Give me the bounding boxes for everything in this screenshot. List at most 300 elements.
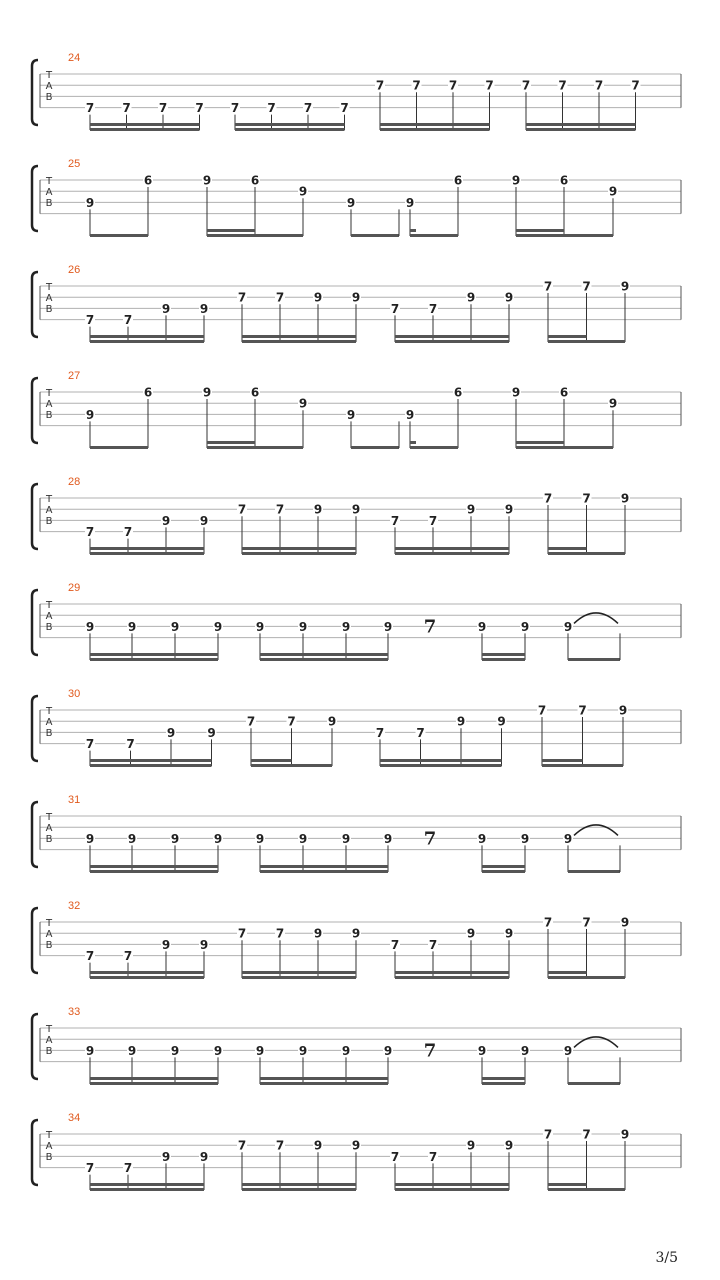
- beam-secondary: [90, 971, 204, 974]
- fret-number: 7: [537, 703, 547, 718]
- measure-number: 25: [68, 158, 81, 170]
- fret-number: 7: [275, 290, 285, 305]
- tab-clef-letter: B: [45, 728, 53, 739]
- fret-number: 7: [122, 101, 131, 116]
- fret-number: 9: [563, 619, 573, 634]
- tie: [574, 825, 618, 836]
- system-bracket: [32, 1014, 38, 1079]
- fret-number: 7: [390, 301, 400, 316]
- beam-secondary: [542, 759, 583, 762]
- beam-secondary: [90, 653, 218, 656]
- beam: [482, 870, 525, 873]
- system-bracket: [32, 484, 38, 549]
- beam-secondary: [260, 1077, 388, 1080]
- fret-number: 7: [85, 525, 95, 540]
- beam: [242, 552, 356, 555]
- fret-number: 9: [504, 502, 514, 517]
- beam-secondary: [242, 971, 356, 974]
- fret-number: 9: [202, 385, 212, 400]
- beam: [90, 658, 218, 661]
- beam: [251, 764, 332, 767]
- fret-number: 9: [213, 1043, 223, 1058]
- fret-number: 9: [170, 619, 180, 634]
- fret-number: 6: [453, 385, 463, 400]
- tab-system-26: [32, 264, 681, 343]
- fret-number: 9: [477, 1043, 487, 1058]
- beam: [482, 658, 525, 661]
- fret-number: 9: [161, 513, 171, 528]
- fret-number: 7: [428, 1149, 438, 1164]
- fret-number: 7: [85, 737, 95, 752]
- fret-number: 7: [521, 78, 531, 93]
- fret-number: 7: [237, 502, 247, 517]
- fret-number: 7: [543, 491, 553, 506]
- fret-number: 7: [237, 926, 247, 941]
- fret-number: 9: [405, 195, 415, 210]
- fret-number: 7: [390, 1149, 400, 1164]
- beam: [90, 340, 204, 343]
- fret-number: 6: [250, 173, 260, 188]
- fret-number: 7: [85, 949, 95, 964]
- beam-secondary: [548, 335, 587, 338]
- fret-number: 9: [341, 831, 351, 846]
- fret-number: 7: [631, 78, 640, 93]
- fret-number: 9: [207, 725, 216, 740]
- fret-number: 9: [351, 502, 361, 517]
- fret-number: 9: [202, 173, 212, 188]
- measure-number: 34: [68, 1112, 81, 1124]
- beam: [90, 764, 212, 767]
- fret-number: 7: [375, 78, 385, 93]
- fret-number: 9: [298, 396, 308, 411]
- fret-number: 9: [497, 714, 506, 729]
- page-number: 3/5: [655, 1250, 678, 1266]
- system-bracket: [32, 1120, 38, 1185]
- tab-system-31: [32, 794, 681, 873]
- measure-number: 33: [68, 1006, 81, 1018]
- tab-clef-letter: T: [45, 494, 53, 505]
- fret-number: 7: [123, 949, 133, 964]
- beam: [90, 1188, 204, 1191]
- fret-number: 7: [230, 101, 240, 116]
- tab-system-25: [32, 158, 681, 237]
- fret-number: 7: [303, 101, 313, 116]
- fret-number: 9: [351, 290, 361, 305]
- fret-number: 7: [390, 513, 400, 528]
- beam-secondary: [395, 547, 509, 550]
- measure-number: 30: [68, 688, 81, 700]
- fret-number: 7: [85, 1161, 95, 1176]
- fret-number: 9: [563, 1043, 573, 1058]
- fret-number: 7: [428, 937, 438, 952]
- beam-secondary: [90, 335, 204, 338]
- tab-system-27: [32, 370, 681, 449]
- tab-system-24: [32, 52, 681, 131]
- fret-number: 9: [346, 195, 356, 210]
- fret-number: 6: [559, 385, 569, 400]
- fret-number: 9: [85, 1043, 95, 1058]
- fret-number: 9: [504, 1138, 514, 1153]
- measure-number: 26: [68, 264, 81, 276]
- tab-clef-letter: T: [45, 282, 53, 293]
- beam: [516, 234, 613, 237]
- beam-secondary: [251, 759, 292, 762]
- fret-number: 7: [85, 313, 95, 328]
- beam-secondary: [242, 1183, 356, 1186]
- fret-number: 7: [582, 915, 591, 930]
- fret-number: 9: [504, 290, 514, 305]
- beam: [380, 128, 490, 131]
- tab-clef-letter: A: [45, 293, 53, 304]
- fret-number: 7: [275, 1138, 285, 1153]
- fret-number: 9: [313, 1138, 323, 1153]
- fret-number: 9: [466, 290, 476, 305]
- beam: [90, 870, 218, 873]
- measure-number: 27: [68, 370, 81, 382]
- fret-number: 7: [416, 725, 425, 740]
- fret-number: 9: [383, 831, 393, 846]
- tab-clef-letter: B: [45, 92, 53, 103]
- beam: [90, 446, 148, 449]
- fret-number: 7: [126, 737, 135, 752]
- fret-number: 7: [448, 78, 458, 93]
- fret-number: 9: [199, 513, 209, 528]
- beam-stub: [410, 441, 416, 444]
- beam-secondary: [90, 1183, 204, 1186]
- fret-number: 9: [383, 619, 393, 634]
- tab-clef-letter: T: [45, 918, 53, 929]
- fret-number: 9: [456, 714, 466, 729]
- eighth-rest: 7: [423, 828, 437, 850]
- beam: [242, 976, 356, 979]
- fret-number: 9: [313, 926, 323, 941]
- beam-secondary: [90, 1077, 218, 1080]
- fret-number: 7: [237, 290, 247, 305]
- fret-number: 9: [199, 301, 209, 316]
- fret-number: 9: [620, 491, 630, 506]
- beam: [207, 446, 303, 449]
- fret-number: 9: [313, 502, 323, 517]
- system-bracket: [32, 802, 38, 867]
- beam: [482, 1082, 525, 1085]
- tab-clef-letter: T: [45, 70, 53, 81]
- fret-number: 6: [453, 173, 463, 188]
- fret-number: 7: [543, 1127, 553, 1142]
- fret-number: 9: [85, 407, 95, 422]
- fret-number: 9: [511, 173, 521, 188]
- fret-number: 7: [543, 915, 553, 930]
- beam: [410, 234, 458, 237]
- beam-secondary: [526, 123, 636, 126]
- fret-number: 9: [213, 619, 223, 634]
- beam-secondary: [242, 335, 356, 338]
- beam: [395, 340, 509, 343]
- tab-clef-letter: B: [45, 940, 53, 951]
- beam-secondary: [260, 865, 388, 868]
- beam: [260, 1082, 388, 1085]
- tab-system-29: [32, 582, 681, 661]
- fret-number: 7: [123, 1161, 133, 1176]
- fret-number: 9: [351, 1138, 361, 1153]
- beam: [395, 976, 509, 979]
- fret-number: 9: [341, 1043, 351, 1058]
- fret-number: 7: [582, 491, 591, 506]
- beam: [260, 658, 388, 661]
- beam-secondary: [482, 1077, 525, 1080]
- fret-number: 9: [199, 937, 209, 952]
- fret-number: 9: [255, 831, 265, 846]
- beam-secondary: [395, 335, 509, 338]
- measure-number: 32: [68, 900, 81, 912]
- beam-secondary: [380, 123, 490, 126]
- fret-number: 9: [213, 831, 223, 846]
- fret-number: 9: [255, 1043, 265, 1058]
- beam-secondary: [516, 441, 564, 444]
- beam: [548, 340, 625, 343]
- beam: [242, 1188, 356, 1191]
- fret-number: 7: [558, 78, 567, 93]
- fret-number: 9: [161, 1149, 171, 1164]
- fret-number: 9: [405, 407, 415, 422]
- fret-number: 9: [620, 1127, 630, 1142]
- fret-number: 7: [195, 101, 204, 116]
- beam: [235, 128, 345, 131]
- beam: [568, 1082, 620, 1085]
- system-bracket: [32, 60, 38, 125]
- beam-secondary: [380, 759, 502, 762]
- beam-secondary: [90, 759, 212, 762]
- beam: [351, 234, 399, 237]
- beam-secondary: [207, 229, 255, 232]
- beam-secondary: [207, 441, 255, 444]
- fret-number: 9: [620, 279, 630, 294]
- fret-number: 9: [520, 831, 530, 846]
- tab-clef-letter: A: [45, 611, 53, 622]
- tab-clef-letter: T: [45, 812, 53, 823]
- fret-number: 9: [620, 915, 630, 930]
- tie: [574, 1037, 618, 1048]
- tab-system-33: [32, 1006, 681, 1085]
- fret-number: 9: [520, 1043, 530, 1058]
- fret-number: 7: [390, 937, 400, 952]
- measure-number: 29: [68, 582, 81, 594]
- beam-secondary: [482, 653, 525, 656]
- beam: [568, 870, 620, 873]
- fret-number: 9: [170, 831, 180, 846]
- fret-number: 9: [127, 619, 137, 634]
- beam: [568, 658, 620, 661]
- measure-number: 28: [68, 476, 81, 488]
- fret-number: 7: [543, 279, 553, 294]
- tab-clef-letter: A: [45, 717, 53, 728]
- tab-system-34: [32, 1112, 681, 1191]
- fret-number: 7: [428, 513, 438, 528]
- tab-clef-letter: A: [45, 1141, 53, 1152]
- system-bracket: [32, 166, 38, 231]
- fret-number: 9: [161, 301, 171, 316]
- tab-clef-letter: A: [45, 505, 53, 516]
- fret-number: 9: [520, 619, 530, 634]
- fret-number: 9: [170, 1043, 180, 1058]
- tab-clef-letter: T: [45, 600, 53, 611]
- fret-number: 9: [161, 937, 171, 952]
- fret-number: 6: [250, 385, 260, 400]
- fret-number: 9: [608, 396, 618, 411]
- beam-secondary: [90, 123, 200, 126]
- fret-number: 7: [594, 78, 604, 93]
- tab-clef-letter: B: [45, 304, 53, 315]
- measure-number: 24: [68, 52, 81, 64]
- fret-number: 6: [559, 173, 569, 188]
- tab-clef-letter: A: [45, 823, 53, 834]
- beam-secondary: [395, 971, 509, 974]
- fret-number: 9: [85, 619, 95, 634]
- beam-secondary: [260, 653, 388, 656]
- beam: [548, 976, 625, 979]
- fret-number: 6: [143, 173, 153, 188]
- tab-systems: [32, 52, 681, 1191]
- fret-number: 9: [504, 926, 514, 941]
- fret-number: 9: [85, 831, 95, 846]
- fret-number: 9: [346, 407, 356, 422]
- tab-clef-letter: T: [45, 388, 53, 399]
- fret-number: 9: [199, 1149, 209, 1164]
- beam-secondary: [548, 971, 587, 974]
- tab-clef-letter: T: [45, 1024, 53, 1035]
- beam: [516, 446, 613, 449]
- beam: [380, 764, 502, 767]
- fret-number: 7: [237, 1138, 247, 1153]
- tab-clef-letter: B: [45, 516, 53, 527]
- fret-number: 9: [327, 714, 337, 729]
- fret-number: 7: [246, 714, 256, 729]
- fret-number: 7: [158, 101, 168, 116]
- tab-clef-letter: B: [45, 1152, 53, 1163]
- fret-number: 7: [375, 725, 385, 740]
- beam: [410, 446, 458, 449]
- beam: [90, 234, 148, 237]
- fret-number: 9: [608, 184, 618, 199]
- fret-number: 9: [477, 831, 487, 846]
- fret-number: 7: [123, 525, 133, 540]
- tab-clef-letter: A: [45, 187, 53, 198]
- fret-number: 9: [351, 926, 361, 941]
- beam: [548, 1188, 625, 1191]
- fret-number: 7: [485, 78, 494, 93]
- measure-number: 31: [68, 794, 81, 806]
- fret-number: 9: [511, 385, 521, 400]
- tab-clef-letter: A: [45, 929, 53, 940]
- system-bracket: [32, 272, 38, 337]
- fret-number: 9: [127, 1043, 137, 1058]
- fret-number: 9: [341, 619, 351, 634]
- fret-number: 6: [143, 385, 153, 400]
- tab-clef-letter: T: [45, 706, 53, 717]
- beam-secondary: [90, 865, 218, 868]
- beam: [351, 446, 399, 449]
- beam: [395, 1188, 509, 1191]
- eighth-rest: 7: [423, 1040, 437, 1062]
- beam-secondary: [395, 1183, 509, 1186]
- beam: [526, 128, 636, 131]
- tab-system-28: [32, 476, 681, 555]
- beam-secondary: [242, 547, 356, 550]
- fret-number: 7: [578, 703, 587, 718]
- tab-clef-letter: B: [45, 622, 53, 633]
- fret-number: 9: [298, 184, 308, 199]
- fret-number: 9: [477, 619, 487, 634]
- beam: [260, 870, 388, 873]
- fret-number: 7: [428, 301, 438, 316]
- tab-clef-letter: B: [45, 834, 53, 845]
- beam-secondary: [90, 547, 204, 550]
- fret-number: 9: [466, 926, 476, 941]
- beam-stub: [410, 229, 416, 232]
- tab-clef-letter: A: [45, 81, 53, 92]
- tie: [574, 613, 618, 624]
- fret-number: 7: [412, 78, 421, 93]
- beam-secondary: [482, 865, 525, 868]
- tab-clef-letter: B: [45, 1046, 53, 1057]
- fret-number: 9: [466, 1138, 476, 1153]
- tab-clef-letter: T: [45, 176, 53, 187]
- tab-system-30: [32, 688, 681, 767]
- tab-clef-letter: A: [45, 399, 53, 410]
- fret-number: 7: [123, 313, 133, 328]
- tab-clef-letter: T: [45, 1130, 53, 1141]
- beam: [242, 340, 356, 343]
- fret-number: 7: [340, 101, 349, 116]
- system-bracket: [32, 908, 38, 973]
- system-bracket: [32, 696, 38, 761]
- fret-number: 7: [582, 279, 591, 294]
- fret-number: 9: [127, 831, 137, 846]
- beam: [542, 764, 623, 767]
- beam: [90, 552, 204, 555]
- beam: [395, 552, 509, 555]
- beam: [548, 552, 625, 555]
- fret-number: 9: [255, 619, 265, 634]
- beam: [207, 234, 303, 237]
- fret-number: 9: [618, 703, 628, 718]
- fret-number: 9: [298, 1043, 308, 1058]
- beam: [90, 128, 200, 131]
- eighth-rest: 7: [423, 616, 437, 638]
- beam: [90, 1082, 218, 1085]
- fret-number: 7: [267, 101, 276, 116]
- fret-number: 7: [582, 1127, 591, 1142]
- fret-number: 7: [275, 502, 285, 517]
- fret-number: 7: [85, 101, 95, 116]
- fret-number: 7: [287, 714, 296, 729]
- fret-number: 9: [298, 619, 308, 634]
- fret-number: 9: [85, 195, 95, 210]
- beam-secondary: [548, 1183, 587, 1186]
- tab-system-32: [32, 900, 681, 979]
- beam-secondary: [516, 229, 564, 232]
- tab-clef-letter: B: [45, 198, 53, 209]
- fret-number: 9: [313, 290, 323, 305]
- tab-clef-letter: B: [45, 410, 53, 421]
- tab-clef-letter: A: [45, 1035, 53, 1046]
- beam-secondary: [548, 547, 587, 550]
- beam: [90, 976, 204, 979]
- fret-number: 9: [466, 502, 476, 517]
- fret-number: 9: [563, 831, 573, 846]
- beam-secondary: [235, 123, 345, 126]
- fret-number: 9: [166, 725, 176, 740]
- fret-number: 9: [383, 1043, 393, 1058]
